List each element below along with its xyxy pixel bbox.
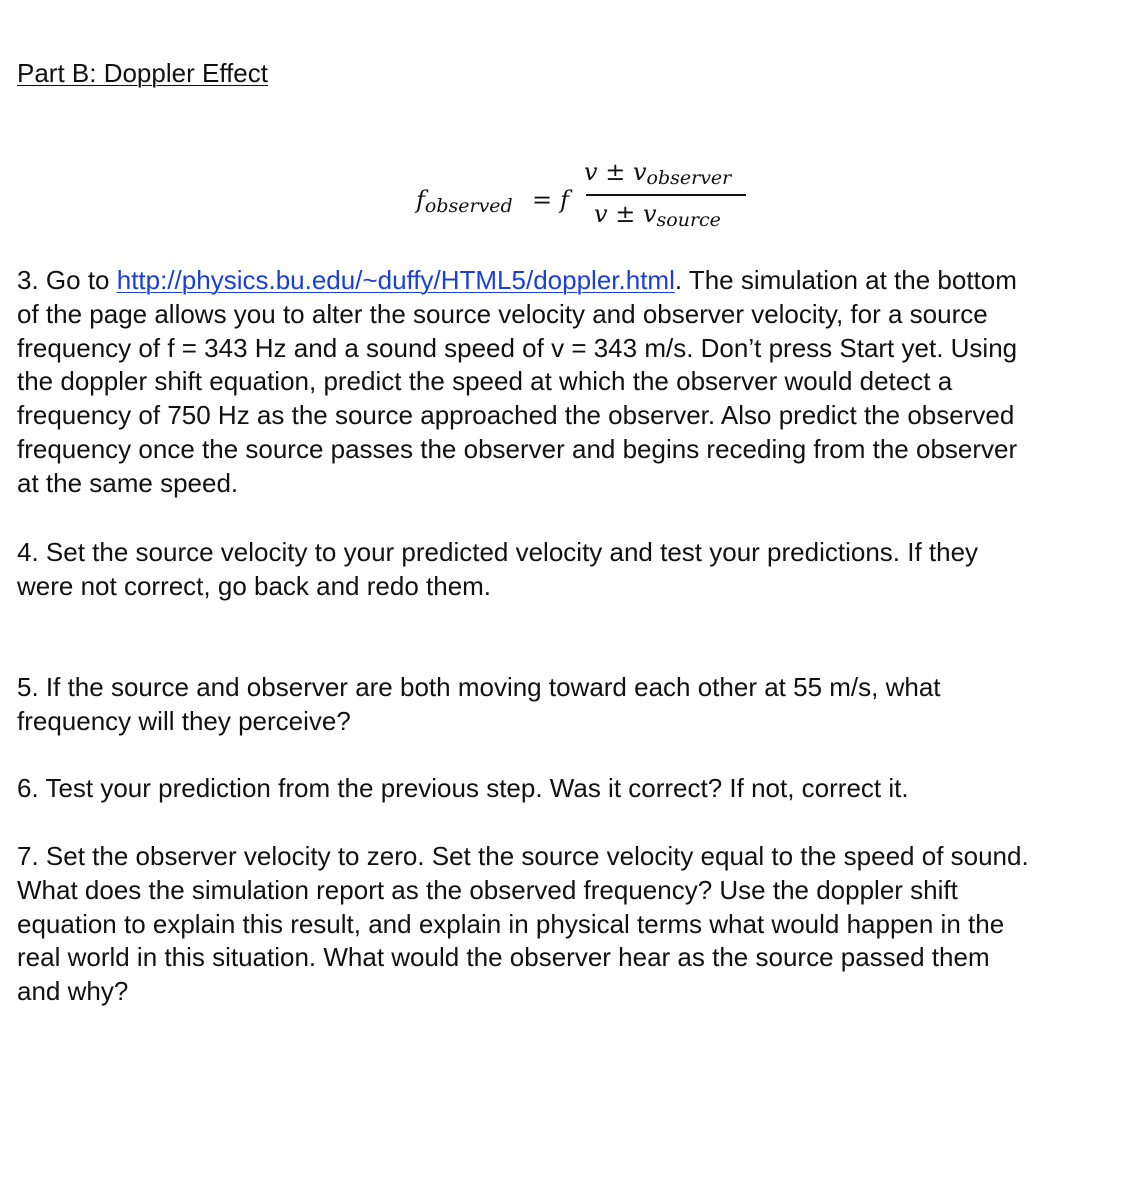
equation-lhs [416, 186, 513, 217]
step-5-line-1: 5. If the source and observer are both moving toward each other at 55 m/s, what [17, 672, 941, 702]
equation-lhs-subscript: observed [424, 195, 513, 217]
step-3-line-6: frequency once the source passes the observer and begins receding from the observer [17, 433, 1018, 464]
step-7-line-3: equation to explain this result, and explain in physical terms what would happen in the [17, 908, 1005, 939]
step-6-line-1: 6. Test your prediction from the previous step. Was it correct? If not, correct it. [17, 773, 909, 803]
doppler-simulation-link[interactable]: http://physics.bu.edu/~duffy/HTML5/doppler.html [116, 265, 675, 295]
numerator-var: v [632, 158, 647, 186]
step-7-line-5: and why? [17, 976, 129, 1007]
denominator-subscript: source [656, 209, 721, 231]
section-heading: Part B: Doppler Effect [17, 58, 268, 88]
denominator-v: v [594, 200, 608, 228]
numerator-v: v [584, 158, 598, 186]
denominator-plus-minus: ± [615, 200, 636, 228]
denominator-var: v [642, 200, 657, 228]
numerator-subscript: observer [646, 167, 732, 189]
equation-numerator [584, 158, 731, 189]
step-3-line-2: of the page allows you to alter the source velocity and observer velocity, for a source [17, 298, 988, 329]
step-3-line-5: frequency of 750 Hz as the source approached the observer. Also predict the observed [17, 400, 1015, 431]
step-4-line-1: 4. Set the source velocity to your predicted velocity and test your predictions. If they [17, 537, 979, 567]
step-3-line-1 [17, 264, 1147, 298]
equation-equals: = [532, 186, 553, 214]
step-5-paragraph [17, 671, 1147, 739]
step-6-paragraph [17, 772, 1147, 806]
step-7-paragraph [17, 840, 1147, 1009]
step-3-line-4: the doppler shift equation, predict the speed at which the observer would detect a [17, 366, 953, 397]
numerator-plus-minus: ± [605, 158, 626, 186]
step-4-paragraph [17, 536, 1147, 604]
fraction-bar [586, 194, 746, 196]
step-3-line-3: frequency of f = 343 Hz and a sound speed of v = 343 m/s. Don’t press Start yet. Using [17, 332, 1018, 363]
step-3-line-1-suffix: . The simulation at the bottom [674, 265, 1017, 295]
step-4-line-2: were not correct, go back and redo them. [17, 570, 492, 601]
step-5-line-2: frequency will they perceive? [17, 705, 351, 736]
step-3-line-7: at the same speed. [17, 467, 239, 498]
doppler-equation [414, 156, 754, 240]
step-7-line-4: real world in this situation. What would the observer hear as the source passed them [17, 942, 990, 973]
step-3-paragraph [17, 264, 1147, 501]
step-7-line-2: What does the simulation report as the observed frequency? Use the doppler shift [17, 874, 958, 905]
step-7-line-1: 7. Set the observer velocity to zero. Set the source velocity equal to the speed of sound. [17, 841, 1029, 871]
step-3-prefix: 3. Go to [17, 265, 117, 295]
equation-denominator [594, 200, 721, 231]
equation-lhs-symbol: f [416, 186, 425, 214]
equation-factor: f [560, 186, 569, 214]
